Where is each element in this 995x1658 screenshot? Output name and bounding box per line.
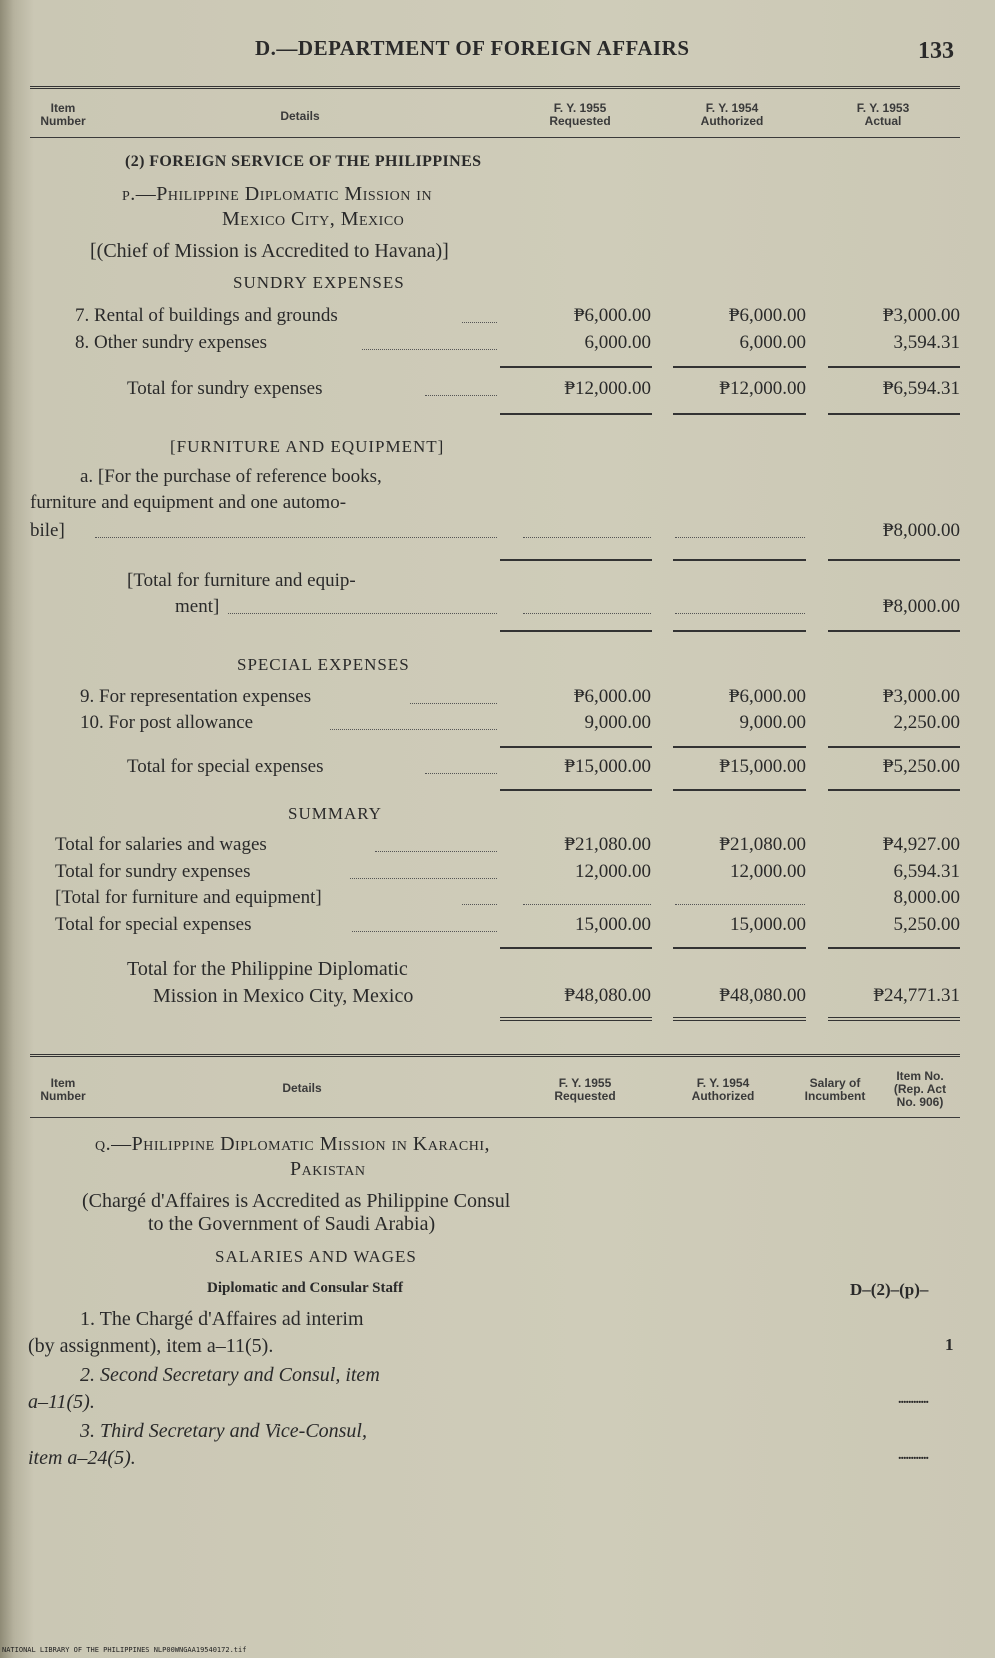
grand-total-fy1953: ₱24,771.31 — [873, 985, 960, 1006]
sundry-row-fy1953: 3,594.31 — [893, 332, 960, 353]
special-total-fy1954: ₱15,000.00 — [719, 756, 806, 777]
subtotal-rule — [673, 559, 806, 561]
col-item-number: Item Number — [40, 1076, 86, 1103]
leader-dots — [523, 613, 651, 614]
section-heading: (2) FOREIGN SERVICE OF THE PHILIPPINES — [125, 153, 482, 170]
subtotal-rule — [828, 947, 960, 949]
mission-title-line1: p.—Philippine Diplomatic Mission in — [122, 183, 433, 205]
special-row-fy1954: 9,000.00 — [739, 712, 806, 733]
staff-item-line2: item a–24(5). — [28, 1447, 136, 1469]
sundry-heading: SUNDRY EXPENSES — [233, 273, 405, 292]
subtotal-rule — [673, 366, 806, 368]
page-header-title: D.—DEPARTMENT OF FOREIGN AFFAIRS — [255, 36, 690, 60]
leader-dots — [675, 537, 805, 538]
col-item-no-rep-act: Item No. (Rep. Act No. 906) — [893, 1069, 947, 1109]
subtotal-rule — [828, 559, 960, 561]
grand-total-line2: Mission in Mexico City, Mexico — [153, 985, 414, 1007]
leader-dots — [330, 729, 497, 730]
furniture-heading: [FURNITURE AND EQUIPMENT] — [170, 437, 445, 456]
col-item-number: Item Number — [40, 101, 86, 128]
ref-code: D–(2)–(p)– — [850, 1280, 929, 1299]
summary-row-fy1954: ₱21,080.00 — [719, 834, 806, 855]
summary-row-fy1953: ₱4,927.00 — [882, 834, 960, 855]
leader-dots — [675, 613, 805, 614]
subtotal-rule — [500, 366, 652, 368]
total-rule — [500, 413, 652, 415]
page-number: 133 — [918, 38, 954, 64]
summary-row-label: [Total for furniture and equipment] — [55, 887, 322, 908]
special-total-label: Total for special expenses — [127, 756, 324, 777]
leader-dots — [462, 904, 497, 905]
summary-row-fy1953: 5,250.00 — [893, 914, 960, 935]
col-details: Details — [280, 109, 320, 123]
summary-row-fy1954: 12,000.00 — [730, 861, 806, 882]
staff-item-line2: (by assignment), item a–11(5). — [28, 1335, 274, 1357]
col-fy1954: F. Y. 1954 Authorized — [691, 1076, 755, 1103]
special-total-fy1955: ₱15,000.00 — [564, 756, 651, 777]
furniture-item-fy1953: ₱8,000.00 — [882, 520, 960, 541]
subtotal-rule — [500, 559, 652, 561]
subtotal-rule — [500, 947, 652, 949]
sundry-total-fy1954: ₱12,000.00 — [719, 378, 806, 399]
furniture-total-line1: [Total for furniture and equip- — [127, 570, 356, 591]
staff-item-line1: 2. Second Secretary and Consul, item — [80, 1364, 380, 1386]
summary-row-fy1954: 15,000.00 — [730, 914, 806, 935]
sundry-row-fy1955: ₱6,000.00 — [573, 305, 651, 326]
furniture-item-line3: bile] — [30, 520, 65, 541]
special-row-label: 9. For representation expenses — [80, 686, 312, 707]
special-row-label: 10. For post allowance — [80, 712, 254, 733]
mission2-note-line1: (Chargé d'Affaires is Accredited as Philippine Consul — [82, 1190, 511, 1212]
leader-dots — [362, 349, 497, 350]
leader-dots — [675, 904, 805, 905]
summary-row-label: Total for sundry expenses — [55, 861, 251, 882]
scan-footer: NATIONAL LIBRARY OF THE PHILIPPINES NLP00WNGAA19540172.tif — [2, 1646, 247, 1654]
staff-item-line1: 3. Third Secretary and Vice-Consul, — [80, 1420, 367, 1442]
staff-item-line2: a–11(5). — [28, 1391, 95, 1413]
staff-item-ref: ............ — [898, 1448, 928, 1463]
sundry-row-fy1955: 6,000.00 — [584, 332, 651, 353]
sundry-row-fy1954: ₱6,000.00 — [728, 305, 806, 326]
leader-dots — [375, 851, 497, 852]
sundry-total-fy1955: ₱12,000.00 — [564, 378, 651, 399]
furniture-total-fy1953: ₱8,000.00 — [882, 596, 960, 617]
summary-row-fy1955: ₱21,080.00 — [564, 834, 651, 855]
summary-heading: SUMMARY — [288, 804, 382, 823]
summary-row-fy1953: 6,594.31 — [893, 861, 960, 882]
summary-row-fy1955: 15,000.00 — [575, 914, 651, 935]
grand-total-line1: Total for the Philippine Diplomatic — [127, 958, 408, 980]
leader-dots — [228, 613, 497, 614]
sundry-total-label: Total for sundry expenses — [127, 378, 323, 399]
total-rule — [500, 789, 652, 791]
total-rule — [673, 789, 806, 791]
mission2-title-line1: q.—Philippine Diplomatic Mission in Karachi, — [95, 1133, 491, 1155]
subtotal-rule — [500, 746, 652, 748]
col-fy1953: F. Y. 1953 Actual — [856, 101, 910, 128]
total-rule — [500, 630, 652, 632]
special-row-fy1953: 2,250.00 — [893, 712, 960, 733]
special-row-fy1953: ₱3,000.00 — [882, 686, 960, 707]
sundry-total-fy1953: ₱6,594.31 — [882, 378, 960, 399]
leader-dots — [523, 904, 651, 905]
furniture-item-line2: furniture and equipment and one automo- — [30, 492, 347, 513]
special-total-fy1953: ₱5,250.00 — [882, 756, 960, 777]
special-row-fy1955: ₱6,000.00 — [573, 686, 651, 707]
grand-total-rule — [828, 1017, 960, 1021]
subtotal-rule — [828, 366, 960, 368]
sundry-row-fy1954: 6,000.00 — [739, 332, 806, 353]
leader-dots — [410, 703, 497, 704]
summary-row-fy1953: 8,000.00 — [893, 887, 960, 908]
salaries-heading: SALARIES AND WAGES — [215, 1247, 417, 1266]
grand-total-fy1955: ₱48,080.00 — [564, 985, 651, 1006]
staff-item-line1: 1. The Chargé d'Affaires ad interim — [80, 1308, 364, 1330]
special-row-fy1954: ₱6,000.00 — [728, 686, 806, 707]
grand-total-fy1954: ₱48,080.00 — [719, 985, 806, 1006]
leader-dots — [350, 878, 497, 879]
sundry-row-label: 8. Other sundry expenses — [75, 332, 268, 353]
leader-dots — [352, 931, 497, 932]
mission2-note-line2: to the Government of Saudi Arabia) — [148, 1213, 436, 1235]
grand-total-rule — [673, 1017, 806, 1021]
header-bottom-rule — [30, 137, 960, 138]
summary-row-label: Total for special expenses — [55, 914, 252, 935]
mission-title-line2: Mexico City, Mexico — [222, 208, 405, 230]
subtotal-rule — [828, 746, 960, 748]
sundry-row-fy1953: ₱3,000.00 — [882, 305, 960, 326]
leader-dots — [425, 395, 497, 396]
total-rule — [673, 413, 806, 415]
staff-item-ref: 1 — [945, 1335, 954, 1354]
staff-item-ref: ............ — [898, 1392, 928, 1407]
total-rule — [828, 789, 960, 791]
mission2-title-line2: Pakistan — [290, 1158, 366, 1180]
col-fy1954: F. Y. 1954 Authorized — [700, 101, 764, 128]
subtotal-rule — [673, 746, 806, 748]
table2-top-rule — [30, 1054, 960, 1057]
col-details: Details — [282, 1081, 322, 1095]
staff-subheading: Diplomatic and Consular Staff — [207, 1280, 403, 1296]
summary-row-label: Total for salaries and wages — [55, 834, 267, 855]
table2-header-bottom-rule — [30, 1117, 960, 1118]
col-fy1955: F. Y. 1955 Requested — [549, 101, 611, 128]
col-fy1955: F. Y. 1955 Requested — [554, 1076, 616, 1103]
special-row-fy1955: 9,000.00 — [584, 712, 651, 733]
furniture-total-line2: ment] — [175, 596, 220, 617]
total-rule — [828, 413, 960, 415]
subtotal-rule — [673, 947, 806, 949]
leader-dots — [425, 773, 497, 774]
summary-row-fy1955: 12,000.00 — [575, 861, 651, 882]
sundry-row-label: 7. Rental of buildings and grounds — [75, 305, 338, 326]
furniture-item-line1: a. [For the purchase of reference books, — [80, 466, 382, 487]
grand-total-rule — [500, 1017, 652, 1021]
header-top-rule — [30, 86, 960, 89]
col-salary-incumbent: Salary of Incumbent — [804, 1076, 866, 1103]
mission-note: [(Chief of Mission is Accredited to Havana)] — [90, 240, 449, 262]
special-heading: SPECIAL EXPENSES — [237, 655, 410, 674]
leader-dots — [95, 537, 497, 538]
total-rule — [673, 630, 806, 632]
total-rule — [828, 630, 960, 632]
leader-dots — [523, 537, 651, 538]
leader-dots — [462, 322, 497, 323]
